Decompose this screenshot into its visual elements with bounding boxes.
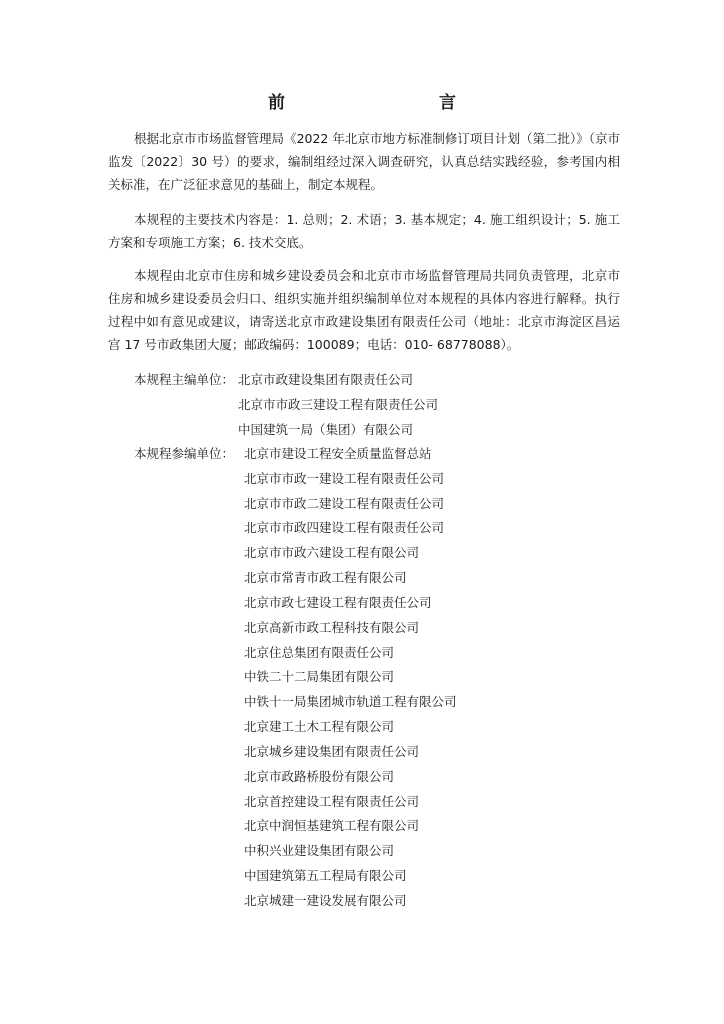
chief-editor-unit: 北京市市政三建设工程有限责任公司 [238, 397, 439, 412]
participant-unit: 北京住总集团有限责任公司 [244, 645, 395, 660]
participant-unit: 中积兴业建设集团有限公司 [244, 843, 395, 858]
participant-unit: 北京市市政六建设工程有限公司 [244, 545, 420, 560]
participant-label: 本规程参编单位： [134, 446, 235, 461]
chief-editor-unit: 北京市政建设集团有限责任公司 [238, 372, 414, 387]
page-title: 前 言 [268, 93, 496, 113]
participant-unit: 中铁十一局集团城市轨道工程有限公司 [244, 694, 457, 709]
participant-unit: 北京高新市政工程科技有限公司 [244, 620, 420, 635]
participant-unit: 北京市建设工程安全质量监督总站 [244, 446, 432, 461]
participant-unit: 北京市市政一建设工程有限责任公司 [244, 471, 445, 486]
participant-unit: 中铁二十二局集团有限公司 [244, 669, 395, 684]
paragraph-basis: 根据北京市市场监督管理局《2022 年北京市地方标准制修订项目计划（第二批）》（京市监发〔2022〕30 号）的要求，编制组经过深入调查研究，认真总结实践经验，参考国内相关标准，在广泛征求意见的基础上，制定本规程。 [108, 131, 620, 192]
participant-unit: 北京市政路桥股份有限公司 [244, 769, 395, 784]
participant-unit: 中国建筑第五工程局有限公司 [244, 868, 407, 883]
participant-unit: 北京城乡建设集团有限责任公司 [244, 744, 420, 759]
participant-unit: 北京市常青市政工程有限公司 [244, 570, 407, 585]
participant-unit: 北京首控建设工程有限责任公司 [244, 794, 420, 809]
paragraph-management: 本规程由北京市住房和城乡建设委员会和北京市市场监督管理局共同负责管理，北京市住房和城乡建设委员会归口、组织实施并组织编制单位对本规程的具体内容进行解释。执行过程中如有意见或建议，请寄送北京市政建设集团有限责任公司（地址：北京市海淀区昌运宫 17 号市政集团大厦；邮政编码：100089；电话：010- 68778088）。 [108, 268, 620, 352]
participant-unit: 北京市政七建设工程有限责任公司 [244, 595, 432, 610]
chief-editor-label: 本规程主编单位： [134, 372, 235, 387]
participant-unit: 北京建工土木工程有限公司 [244, 719, 395, 734]
participant-unit: 北京中润恒基建筑工程有限公司 [244, 818, 420, 833]
participant-unit: 北京市市政二建设工程有限责任公司 [244, 496, 445, 511]
chief-editor-unit: 中国建筑一局（集团）有限公司 [238, 422, 414, 437]
paragraph-contents: 本规程的主要技术内容是：1. 总则；2. 术语；3. 基本规定；4. 施工组织设计；5. 施工方案和专项施工方案；6. 技术交底。 [108, 212, 620, 250]
participant-unit: 北京市市政四建设工程有限责任公司 [244, 520, 445, 535]
participant-unit: 北京城建一建设发展有限公司 [244, 893, 407, 908]
